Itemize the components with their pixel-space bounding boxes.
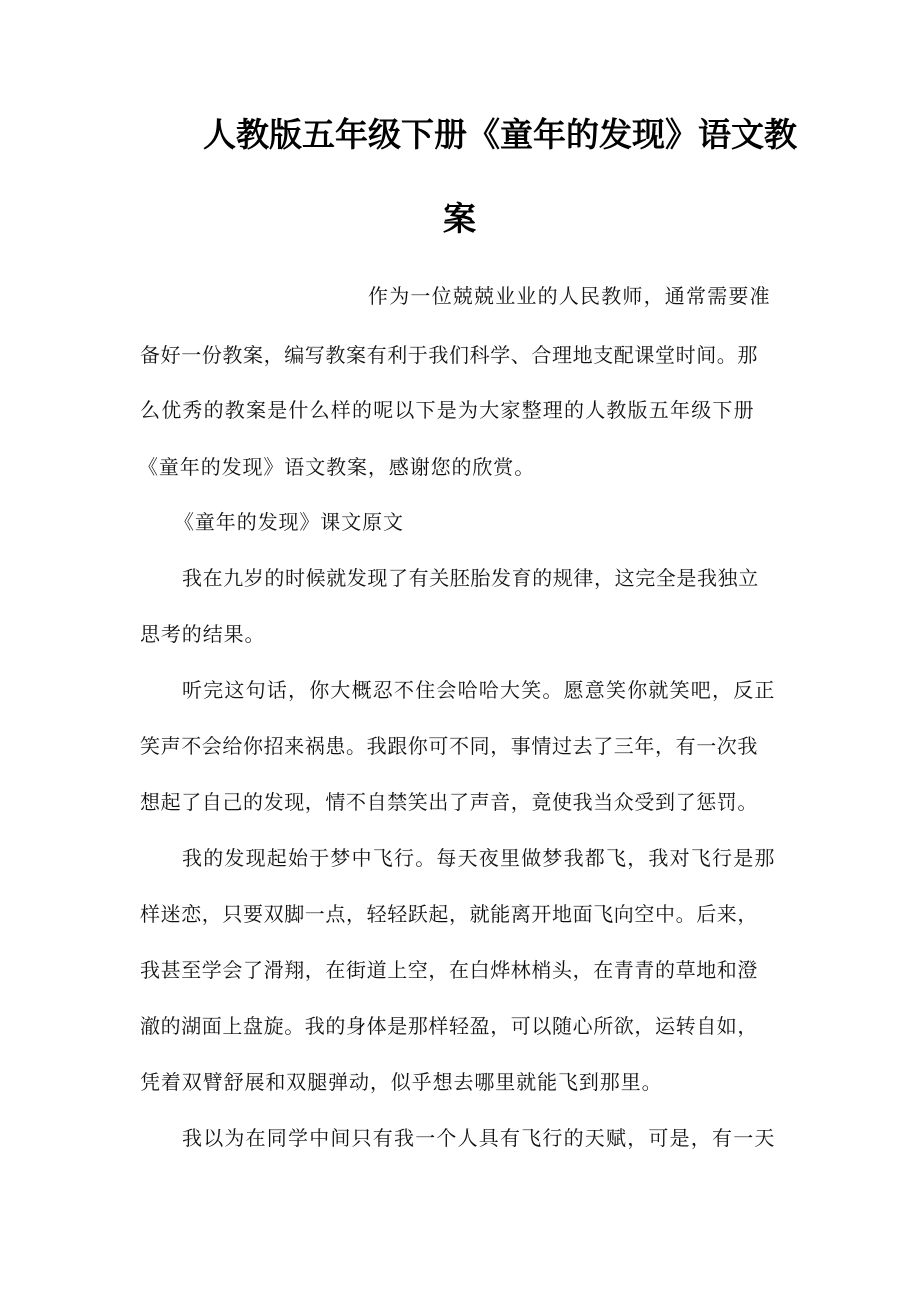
paragraph-3-line-5: 凭着双臂舒展和双腿弹动，似乎想去哪里就能飞到那里。 [140, 1070, 663, 1094]
intro-line-4: 《童年的发现》语文教案，感谢您的欣赏。 [138, 455, 536, 479]
document-title-line-1: 人教版五年级下册《童年的发现》语文教 [203, 115, 797, 154]
paragraph-2-line-3: 想起了自己的发现，情不自禁笑出了声音，竟使我当众受到了惩罚。 [140, 790, 758, 814]
intro-line-2: 备好一份教案，编写教案有利于我们科学、合理地支配课堂时间。那 [140, 343, 758, 367]
paragraph-1-line-1: 我在九岁的时候就发现了有关胚胎发育的规律，这完全是我独立 [182, 566, 759, 590]
intro-line-3: 么优秀的教案是什么样的呢以下是为大家整理的人教版五年级下册 [140, 398, 755, 422]
intro-line-1: 作为一位兢兢业业的人民教师，通常需要准 [368, 284, 771, 308]
paragraph-3-line-2: 样迷恋，只要双脚一点，轻轻跃起，就能离开地面飞向空中。后来， [140, 902, 758, 926]
document-title-line-2: 案 [443, 199, 476, 238]
paragraph-2-line-2: 笑声不会给你招来祸患。我跟你可不同，事情过去了三年，有一次我 [140, 734, 758, 758]
paragraph-1-line-2: 思考的结果。 [140, 622, 266, 646]
paragraph-4-line-1: 我以为在同学中间只有我一个人具有飞行的天赋，可是，有一天 [182, 1126, 776, 1150]
paragraph-3-line-3: 我甚至学会了滑翔，在街道上空，在白烨林梢头，在青青的草地和澄 [140, 958, 758, 982]
paragraph-3-line-4: 澈的湖面上盘旋。我的身体是那样轻盈，可以随心所欲，运转自如， [140, 1014, 758, 1038]
paragraph-2-line-1: 听完这句话，你大概忍不住会哈哈大笑。愿意笑你就笑吧，反正 [182, 678, 776, 702]
section-heading: 《童年的发现》课文原文 [174, 510, 404, 534]
paragraph-3-line-1: 我的发现起始于梦中飞行。每天夜里做梦我都飞，我对飞行是那 [182, 846, 776, 870]
